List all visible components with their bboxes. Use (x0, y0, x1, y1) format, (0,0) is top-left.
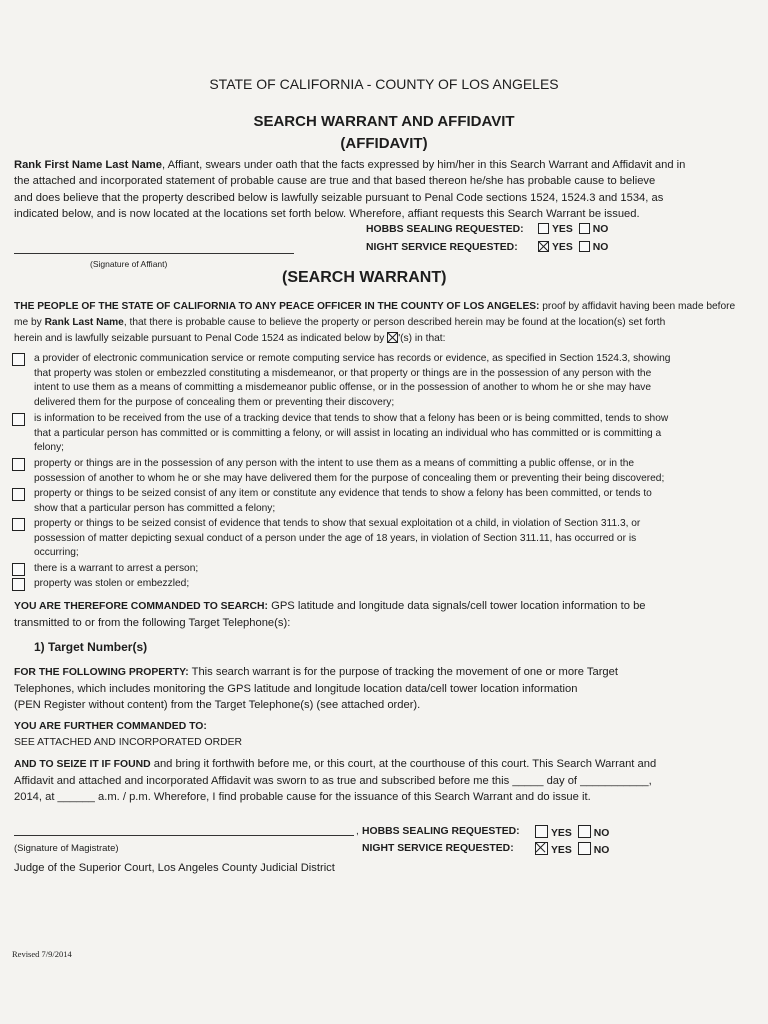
seize-line-2: Affidavit and attached and incorporated Affidavit was sworn to as true and subscribed before me this _____ day of ___________, (14, 775, 652, 787)
commanded-line-1 (14, 599, 646, 615)
no-label: NO (592, 242, 609, 253)
condition-checkbox[interactable] (12, 488, 25, 501)
condition-line: possession of matter depicting sexual conduct of a person under the age of 18 years, in violation of Section 311.11, has occurred or is (34, 532, 637, 544)
condition-text (34, 457, 718, 486)
signature-comma: , (356, 826, 359, 837)
warrant-line-3 (14, 332, 445, 347)
condition-line: that property was stolen or embezzled constituting a misdemeanor, or that property or things are in the possession of any person with the (34, 367, 652, 379)
warrant-text: me by (14, 317, 45, 328)
affiant-night-yes-checkbox[interactable] (538, 241, 549, 252)
condition-line: property or things to be seized consist of evidence that tends to show that sexual exploitation ot a child, in violation of Section 311.3, or (34, 518, 641, 529)
affiant-night-label: NIGHT SERVICE REQUESTED: (366, 242, 518, 253)
property-line-2: Telephones, which includes monitoring the GPS latitude and longitude location data/cell tower location information (14, 683, 578, 695)
affidavit-line-4: indicated below, and is now located at the locations set forth below. Wherefore, affiant requests this Search Warrant be issued. (14, 208, 640, 220)
affiant-hobbs-no-checkbox[interactable] (579, 223, 590, 234)
condition-checkbox[interactable] (12, 458, 25, 471)
condition-line: possession of another to whom he or she may have delivered them for the purpose of concealing them or preventing their being discovered; (34, 472, 665, 484)
condition-text (34, 412, 718, 456)
warrant-text: proof by affidavit having been made before (539, 301, 736, 312)
magistrate-hobbs-yes-checkbox[interactable] (535, 825, 548, 838)
affiant-signature-line[interactable] (14, 253, 294, 254)
condition-line: property or things are in the possession of any person with the intent to use them as a means of committing a public offense, or in the (34, 458, 635, 469)
condition-text (34, 517, 718, 561)
condition-checkbox[interactable] (12, 518, 25, 531)
warrant-line-2 (14, 316, 665, 331)
yes-label: YES (551, 828, 572, 839)
affiant-signature-label: (Signature of Affiant) (90, 259, 168, 269)
magistrate-hobbs-no-checkbox[interactable] (578, 825, 591, 838)
affiant-hobbs-options (538, 223, 611, 235)
state-county-heading: STATE OF CALIFORNIA - COUNTY OF LOS ANGELES (209, 76, 559, 92)
seize-line-1 (14, 757, 656, 773)
magistrate-night-options (535, 842, 612, 856)
condition-line: show that a particular person has committed a felony; (34, 502, 276, 514)
property-line-1 (14, 665, 618, 681)
affiant-night-no-checkbox[interactable] (579, 241, 590, 252)
condition-text (34, 562, 718, 577)
condition-line: a provider of electronic communication service or remote computing service has records or evidence, as specified in Section 1524.3, showing (34, 353, 671, 364)
seize-text: and bring it forthwith before me, or this court, at the courthouse of this court. This Search Warrant and (150, 758, 657, 770)
officer-name: Rank Last Name (44, 317, 124, 328)
affidavit-line-2: the attached and incorporated statement of probable cause are true and that based thereon he/she has probable cause to believe (14, 175, 656, 187)
magistrate-night-label: NIGHT SERVICE REQUESTED: (362, 843, 514, 854)
condition-checkbox[interactable] (12, 413, 25, 426)
affidavit-line-1 (14, 158, 685, 174)
magistrate-hobbs-label: HOBBS SEALING REQUESTED: (362, 826, 520, 837)
judge-title: Judge of the Superior Court, Los Angeles County Judicial District (14, 862, 335, 874)
condition-line: intent to use them as a means of committing a misdemeanor public offense, or in the possession of another to whom he or she may have (34, 382, 652, 394)
condition-line: there is a warrant to arrest a person; (34, 563, 199, 574)
revised-date: Revised 7/9/2014 (12, 949, 72, 959)
affiant-night-options (538, 241, 611, 253)
condition-line: felony; (34, 442, 65, 454)
indicator-checkbox-icon (387, 332, 398, 343)
condition-line: delivered them for the purpose of concealing them or preventing their discovery; (34, 396, 395, 408)
document-title: SEARCH WARRANT AND AFFIDAVIT (253, 113, 515, 130)
condition-checkbox[interactable] (12, 578, 25, 591)
condition-line: is information to be received from the use of a tracking device that tends to show that a felony has been or is being committed, tends to show (34, 413, 669, 424)
magistrate-night-no-checkbox[interactable] (578, 842, 591, 855)
condition-text (34, 487, 718, 516)
commanded-text: GPS latitude and longitude data signals/cell tower location information to be (268, 600, 646, 612)
search-warrant-heading: (SEARCH WARRANT) (282, 269, 447, 286)
people-heading: THE PEOPLE OF THE STATE OF CALIFORNIA TO ANY PEACE OFFICER IN THE COUNTY OF LOS ANGELES: (14, 301, 540, 312)
affidavit-heading: (AFFIDAVIT) (340, 135, 428, 152)
condition-line: occurring; (34, 547, 79, 559)
further-commanded-text: SEE ATTACHED AND INCORPORATED ORDER (14, 737, 243, 748)
affidavit-line-3: and does believe that the property described below is lawfully seizable pursuant to Penal Code sections 1524, 1524.3 and 1534, as (14, 192, 664, 204)
magistrate-night-yes-checkbox[interactable] (535, 842, 548, 855)
condition-text (34, 352, 718, 410)
warrant-text: , that there is probable cause to believe the property or person described herein may be found at the location(s) set forth (123, 317, 666, 328)
affiant-hobbs-label: HOBBS SEALING REQUESTED: (366, 224, 524, 235)
seize-label: AND TO SEIZE IT IF FOUND (14, 759, 151, 770)
property-line-3: (PEN Register without content) from the Target Telephone(s) (see attached order). (14, 699, 421, 711)
condition-text (34, 577, 718, 592)
yes-label: YES (552, 224, 573, 235)
affiant-name: Rank First Name Last Name (14, 159, 162, 171)
warrant-text: herein and is lawfully seizable pursuant to Penal Code 1524 as indicated below by (14, 333, 388, 344)
condition-line: property was stolen or embezzled; (34, 578, 190, 589)
affiant-hobbs-yes-checkbox[interactable] (538, 223, 549, 234)
further-commanded-label: YOU ARE FURTHER COMMANDED TO: (14, 721, 207, 732)
magistrate-signature-line[interactable] (14, 835, 354, 836)
no-label: NO (593, 845, 610, 856)
magistrate-hobbs-options (535, 825, 612, 839)
target-number-heading: 1) Target Number(s) (34, 640, 148, 654)
condition-checkbox[interactable] (12, 563, 25, 576)
commanded-label: YOU ARE THEREFORE COMMANDED TO SEARCH: (14, 601, 269, 612)
warrant-line-1 (14, 300, 735, 315)
condition-line: property or things to be seized consist of any item or constitute any evidence that tends to show a felony has been committed, or tends to (34, 488, 652, 499)
no-label: NO (592, 224, 609, 235)
condition-line: that a particular person has committed or is committing a felony, or will assist in locating an individual who has committed or is committing a (34, 427, 662, 439)
warrant-text: '(s) in that: (398, 333, 446, 344)
commanded-line-2: transmitted to or from the following Target Telephone(s): (14, 617, 291, 629)
yes-label: YES (551, 845, 572, 856)
seize-line-3: 2014, at ______ a.m. / p.m. Wherefore, I find probable cause for the issuance of this Search Warrant and do issue it. (14, 791, 591, 803)
property-text: This search warrant is for the purpose of tracking the movement of one or more Target (188, 666, 618, 678)
property-label: FOR THE FOLLOWING PROPERTY: (14, 667, 189, 678)
yes-label: YES (552, 242, 573, 253)
magistrate-signature-label: (Signature of Magistrate) (14, 843, 119, 854)
condition-checkbox[interactable] (12, 353, 25, 366)
no-label: NO (593, 828, 610, 839)
affidavit-text: , Affiant, swears under oath that the facts expressed by him/her in this Search Warrant and Affidavit and in (161, 159, 686, 171)
